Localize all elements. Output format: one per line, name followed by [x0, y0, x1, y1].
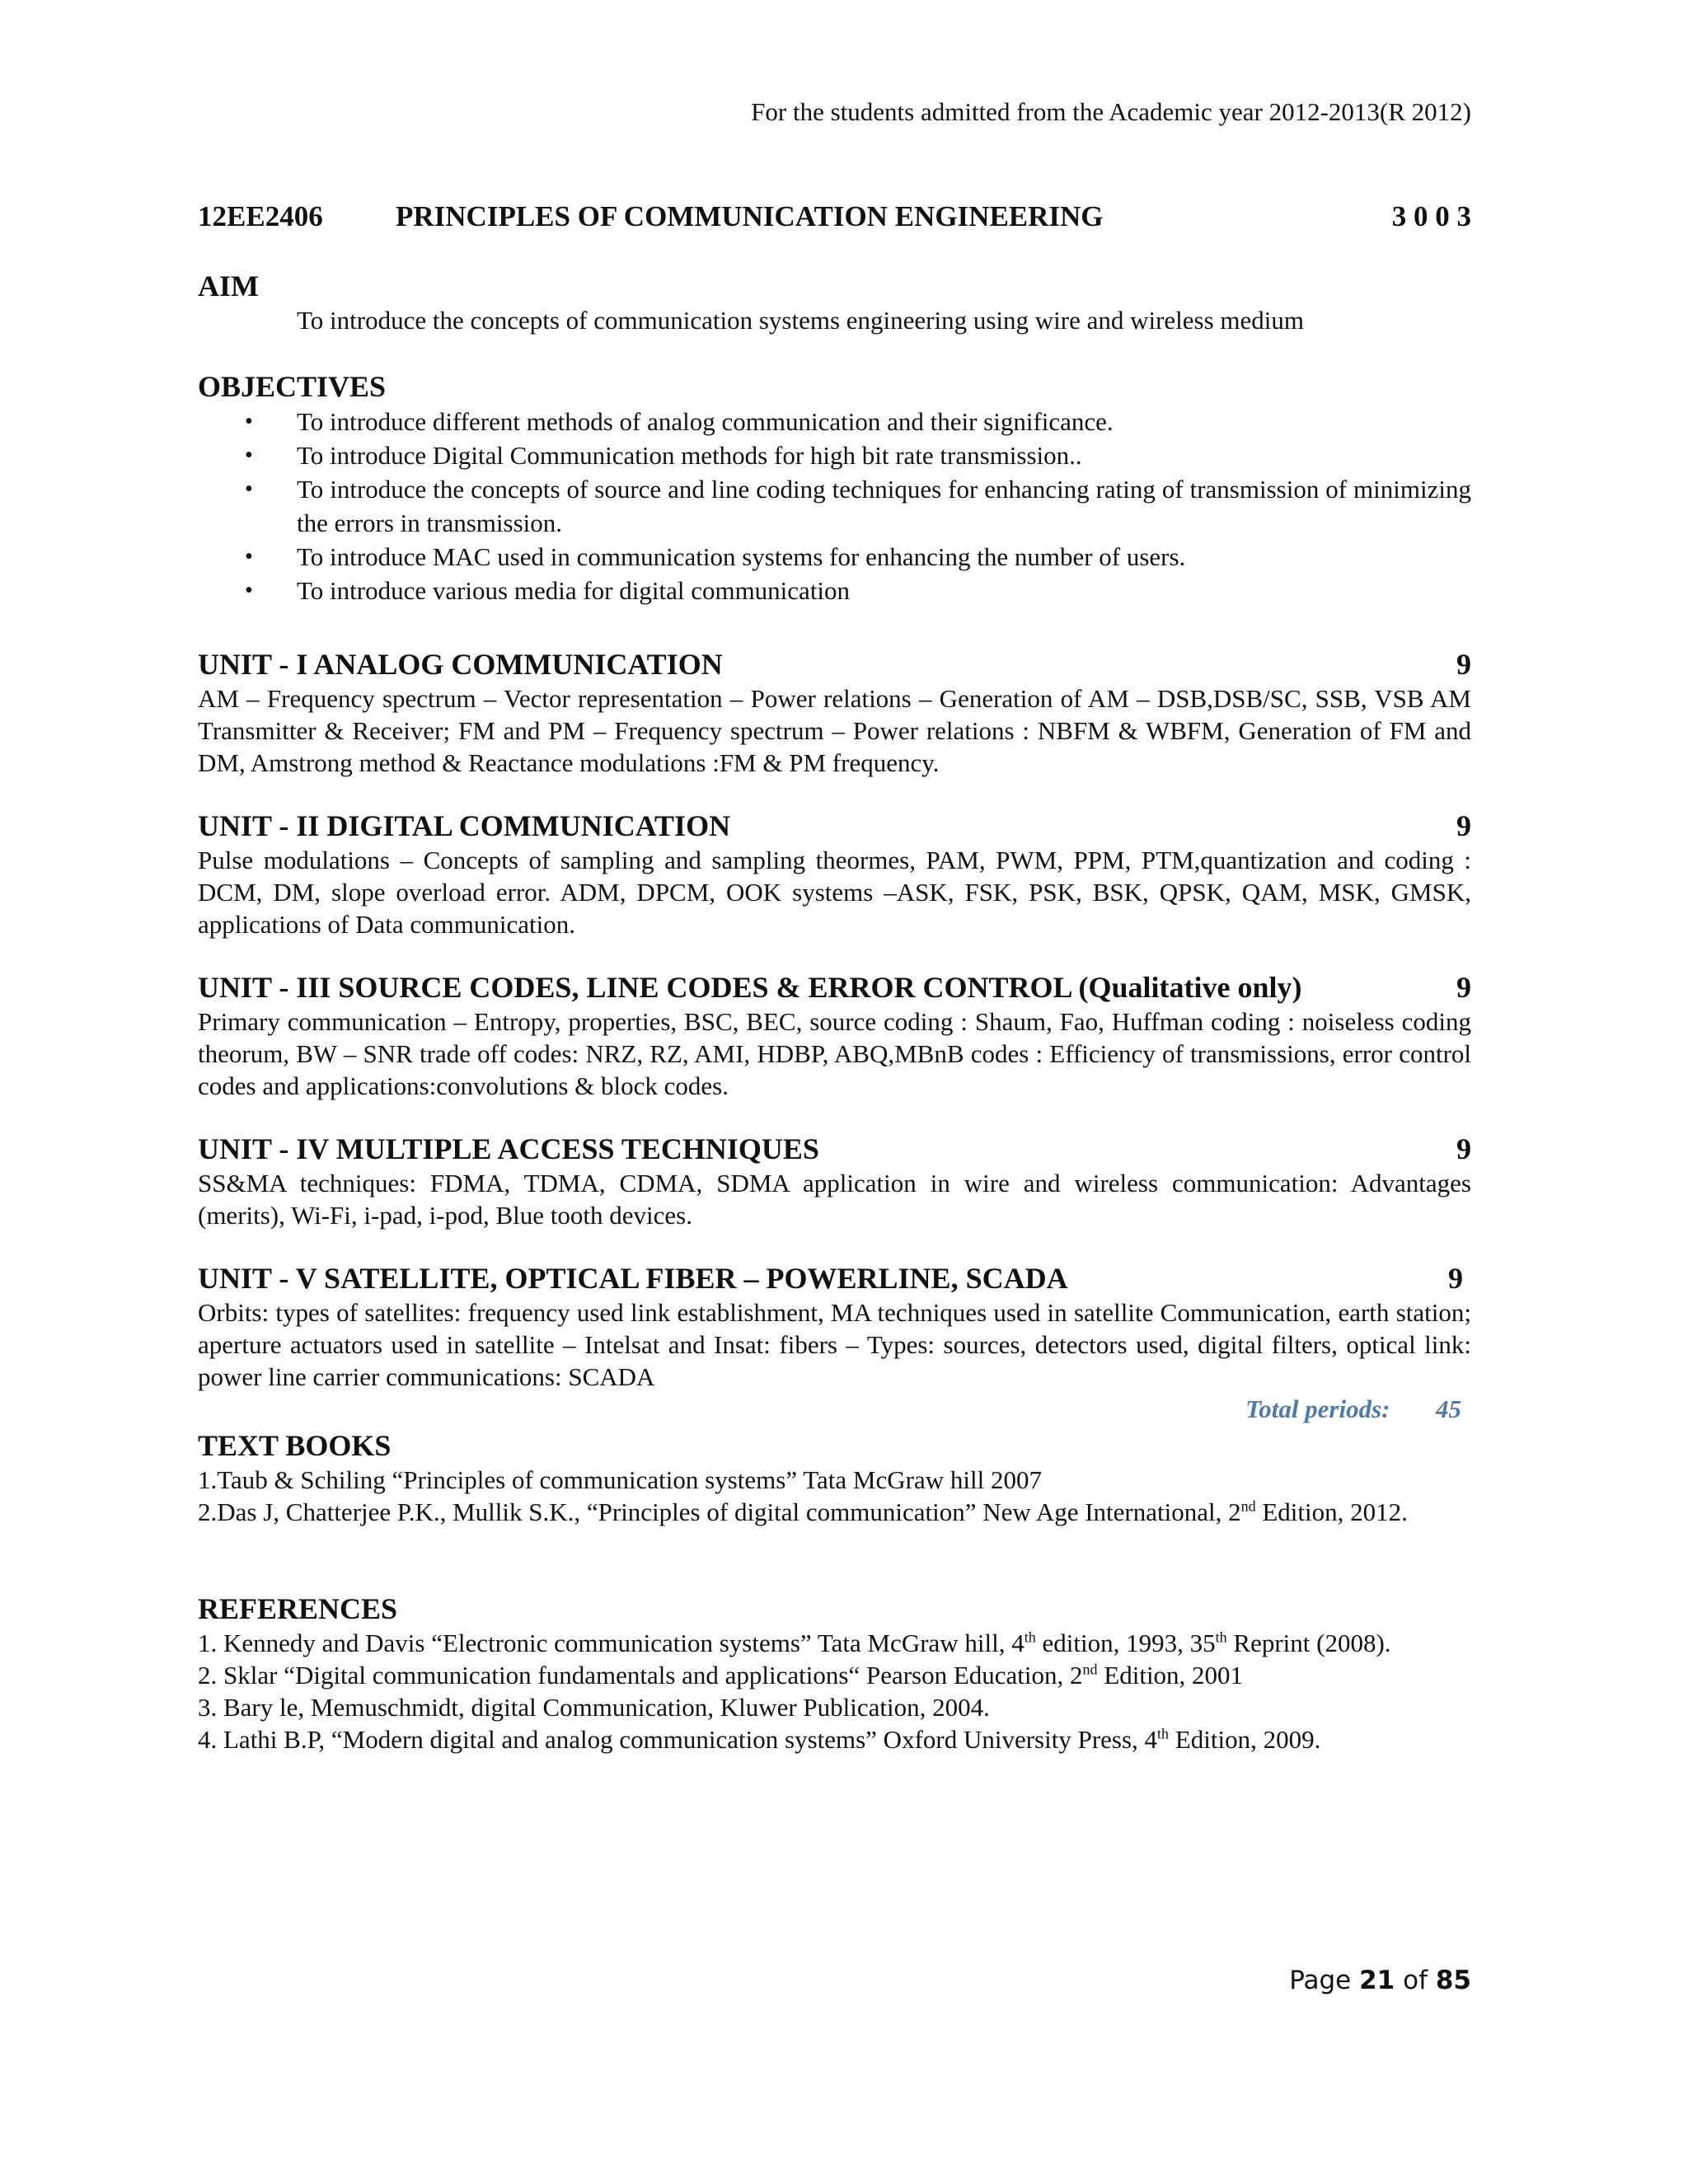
unit-title: UNIT - IV MULTIPLE ACCESS TECHNIQUES	[198, 1132, 819, 1165]
course-title: PRINCIPLES OF COMMUNICATION ENGINEERING	[396, 200, 1104, 232]
page-number-footer: Page 21 of 85	[1289, 1966, 1471, 1995]
unit-3-section	[198, 969, 1471, 1102]
bullet-icon: •	[245, 578, 253, 603]
total-periods	[198, 1393, 1471, 1426]
reference-item: 3. Bary le, Memuschmidt, digital Communication, Kluwer Publication, 2004.	[198, 1693, 990, 1722]
unit-1-section	[198, 646, 1471, 779]
text-book-item: 2.Das J, Chatterjee P.K., Mullik S.K., “Principles of digital communication” New Age International, 2nd Edition, 2012.	[198, 1497, 1408, 1526]
references-section	[198, 1591, 1471, 1755]
objectives-section	[198, 368, 1471, 607]
aim-heading: AIM	[198, 269, 259, 302]
course-title-row	[198, 200, 1471, 237]
course-credits: 3 0 0 3	[1391, 200, 1471, 232]
list-item: • To introduce various media for digital communication	[198, 574, 1471, 607]
list-item: • To introduce the concepts of source and line coding techniques for enhancing rating of transmission of minimizing the errors in transmission.	[198, 472, 1471, 540]
unit-body: Orbits: types of satellites: frequency used link establishment, MA techniques used in satellite Communication, earth station; aperture actuators used in satellite – Intelsat and Insat: fibers – Types: sources, detectors used, digital filters, optical link: power line carrier communications: SCADA	[198, 1298, 1471, 1391]
text-books-heading: TEXT BOOKS	[198, 1429, 392, 1462]
total-periods-label: Total periods:	[1245, 1394, 1390, 1423]
total-pages: 85	[1435, 1966, 1471, 1995]
list-item: • To introduce MAC used in communication systems for enhancing the number of users.	[198, 540, 1471, 574]
unit-hours: 9	[1456, 1132, 1471, 1165]
aim-text: To introduce the concepts of communication systems engineering using wire and wireless medium	[297, 306, 1305, 335]
reference-item: 2. Sklar “Digital communication fundamentals and applications“ Pearson Education, 2nd Edition, 2001	[198, 1661, 1244, 1690]
unit-hours: 9	[1456, 971, 1471, 1004]
list-item: • To introduce different methods of analog communication and their significance.	[198, 405, 1471, 438]
unit-4-section	[198, 1131, 1471, 1231]
bullet-icon: •	[245, 443, 253, 468]
unit-body: AM – Frequency spectrum – Vector representation – Power relations – Generation of AM – DSB,DSB/SC, SSB, VSB AM Transmitter & Receiver; FM and PM – Frequency spectrum – Power relations : NBFM & WBFM, Generation of FM and DM, Amstrong method & Reactance modulations :FM & PM frequency.	[198, 684, 1471, 777]
list-item: • To introduce Digital Communication methods for high bit rate transmission..	[198, 438, 1471, 472]
admission-header: For the students admitted from the Academic year 2012-2013(R 2012)	[751, 97, 1471, 126]
bullet-icon: •	[245, 476, 253, 502]
reference-item: 4. Lathi B.P, “Modern digital and analog communication systems” Oxford University Press, 4th Edition, 2009.	[198, 1725, 1321, 1754]
unit-2-section	[198, 808, 1471, 940]
course-code: 12EE2406	[198, 200, 323, 232]
current-page: 21	[1359, 1966, 1395, 1995]
text-book-item: 1.Taub & Schiling “Principles of communication systems” Tata McGraw hill 2007	[198, 1465, 1042, 1494]
unit-body: Primary communication – Entropy, properties, BSC, BEC, source coding : Shaum, Fao, Huffman coding : noiseless coding theorum, BW – SNR trade off codes: NRZ, RZ, AMI, HDBP, ABQ,MBnB codes : Efficiency of transmissions, error control codes and applications:convolutions & block codes.	[198, 1007, 1471, 1100]
unit-title: UNIT - I ANALOG COMMUNICATION	[198, 648, 723, 681]
aim-section	[198, 268, 1471, 337]
bullet-icon: •	[245, 544, 253, 569]
unit-title: UNIT - III SOURCE CODES, LINE CODES & ERROR CONTROL (Qualitative only)	[198, 971, 1302, 1004]
references-heading: REFERENCES	[198, 1592, 398, 1625]
unit-hours: 9	[1448, 1262, 1463, 1295]
objectives-list	[198, 405, 1471, 607]
total-periods-value: 45	[1436, 1394, 1461, 1423]
unit-title: UNIT - V SATELLITE, OPTICAL FIBER – POWERLINE, SCADA	[198, 1262, 1068, 1295]
reference-item: 1. Kennedy and Davis “Electronic communication systems” Tata McGraw hill, 4th edition, 1993, 35th Reprint (2008).	[198, 1629, 1391, 1657]
unit-title: UNIT - II DIGITAL COMMUNICATION	[198, 809, 731, 842]
bullet-icon: •	[245, 409, 253, 434]
unit-body: Pulse modulations – Concepts of sampling and sampling theormes, PAM, PWM, PPM, PTM,quantization and coding : DCM, DM, slope overload error. ADM, DPCM, OOK systems –ASK, FSK, PSK, BSK, QPSK, QAM, MSK, GMSK, applications of Data communication.	[198, 846, 1471, 939]
unit-body: SS&MA techniques: FDMA, TDMA, CDMA, SDMA application in wire and wireless communication: Advantages (merits), Wi-Fi, i-pad, i-pod, Blue tooth devices.	[198, 1169, 1471, 1230]
text-books-section	[198, 1427, 1471, 1528]
unit-5-section	[198, 1260, 1471, 1426]
unit-hours: 9	[1456, 809, 1471, 842]
unit-hours: 9	[1456, 648, 1471, 681]
objectives-heading: OBJECTIVES	[198, 370, 387, 403]
